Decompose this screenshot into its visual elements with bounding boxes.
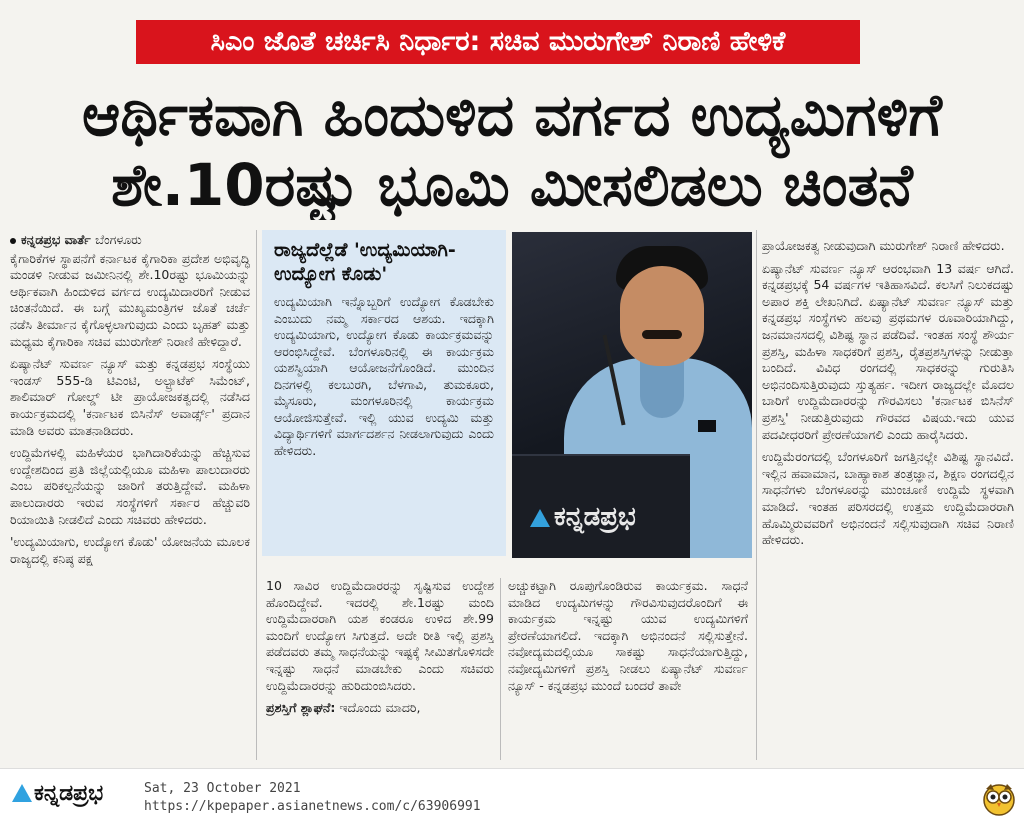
kicker-banner: ಸಿಎಂ ಜೊತೆ ಚರ್ಚಿಸಿ ನಿರ್ಧಾರ: ಸಚಿವ ಮುರುಗೇಶ್ ನಿರಾಣಿ ಹೇಳಿಕೆ: [136, 20, 860, 64]
column-divider: [756, 230, 757, 760]
photo-mustache: [642, 330, 682, 339]
column-divider: [500, 578, 501, 760]
paragraph: ಏಷ್ಯಾನೆಟ್ ಸುವರ್ಣ ನ್ಯೂಸ್ ಮತ್ತು ಕನ್ನಡಪ್ರಭ ಸಂಸ್ಥೆಯು ಇಂಡಸ್ 555-ಡಿ ಟಿಎಂಟಿ, ಅಲ್ಟ್ರಾಟೆಕ್ ಸಿಮೆಂಟ್, ಶಾಲಿಮಾರ್ ಗೋಲ್ಡ್ ಟೀ ಪ್ರಾಯೋಜಕತ್ವದಲ್ಲಿ ನಡೆಸಿದ ಕಾರ್ಯಕ್ರಮದಲ್ಲಿ 'ಕರ್ನಾಟಕ ಬಿಸಿನೆಸ್ ಅವಾರ್ಡ್ಸ್' ಪ್ರದಾನ ಮಾಡಿ ಅವರು ಮಾತನಾಡಿದರು.: [10, 356, 250, 438]
byline: [10, 232, 250, 249]
photo-face: [620, 266, 704, 366]
sidebar-box-title: ರಾಜ್ಯದೆಲ್ಲೆಡೆ 'ಉದ್ಯಮಿಯಾಗಿ-ಉದ್ಯೋಗ ಕೊಡು': [274, 239, 456, 285]
edition-date: Sat, 23 October 2021: [144, 781, 301, 796]
podium-logo-text: ಕನ್ನಡಪ್ರಭ: [554, 502, 636, 532]
paragraph: ಉದ್ದಿಮೆರಂಗದಲ್ಲಿ ಬೆಂಗಳೂರಿಗೆ ಜಗತ್ತಿನಲ್ಲೇ ವಿಶಿಷ್ಟ ಸ್ಥಾನವಿದೆ. ಇಲ್ಲಿನ ಹವಾಮಾನ, ಬಾಹ್ಯಾಕಾಶ ತಂತ್ರಜ್ಞಾನ, ಶಿಕ್ಷಣ ರಂಗದಲ್ಲಿನ ಸಾಧನೆಗಳು ಬೆಂಗಳೂರನ್ನು ಮುಂಚೂಣಿ ಉದ್ದಿಮೆ ಸ್ಥಳವಾಗಿ ಮಾಡಿದೆ. ಇಂತಹ ಪರಿಸರದಲ್ಲಿ ಉತ್ತಮ ಉದ್ದಿಮೆದಾರರಾಗಿ ಹೊಮ್ಮಿರುವವರಿಗೆ ಅಭಿನಂದನೆ ಸಲ್ಲಿಸುವುದಾಗಿ ಸಚಿವ ನಿರಾಣಿ ಹೇಳಿದರು.: [762, 449, 1014, 548]
byline-city: ಬೆಂಗಳೂರು: [95, 232, 142, 247]
podium-logo: [530, 502, 636, 533]
logo-triangle-icon: [12, 784, 32, 802]
paragraph: ಏಷ್ಯಾನೆಟ್ ಸುವರ್ಣ ನ್ಯೂಸ್ ಆರಂಭವಾಗಿ 13 ವರ್ಷ ಆಗಿದೆ. ಕನ್ನಡಪ್ರಭಕ್ಕೆ 54 ವರ್ಷಗಳ ಇತಿಹಾಸವಿದೆ. ಕಲಸಿಗೆ ನಿಲುಕದಷ್ಟು ಅಪಾರ ಶಕ್ತಿ ಲೇಖನಿಗಿದೆ. ಏಷ್ಯಾನೆಟ್ ಸುವರ್ಣ ನ್ಯೂಸ್ ಮತ್ತು ಕನ್ನಡಪ್ರಭ ಸಂಸ್ಥೆಗಳು ಹಲವು ಪ್ರಥಮಗಳ ರೂವಾರಿಯಾಗಿದ್ದು, ಜನಮಾನಸದಲ್ಲಿ ವಿಶಿಷ್ಟ ಸ್ಥಾನ ಪಡೆದಿವೆ. ಇಂತಹ ಸಂಸ್ಥೆ ಶೌರ್ಯ ಪ್ರಶಸ್ತಿ, ಮಹಿಳಾ ಸಾಧಕರಿಗೆ ಪ್ರಶಸ್ತಿ, ರೈತಪ್ರಶಸ್ತಿಗಳನ್ನು ನೀಡುತ್ತಾ ಬಂದಿದೆ. ವಿವಿಧ ರಂಗದಲ್ಲಿ ಸಾಧಕರನ್ನು ಗುರುತಿಸಿ ಅಭಿನಂದಿಸುತ್ತಿರುವುದು ಸ್ತುತ್ಯರ್ಹ. ಇದೀಗ ರಾಜ್ಯದಲ್ಲೇ ಮೊದಲ ಬಾರಿಗೆ ಉದ್ದಿಮೆದಾರರನ್ನು ಗೌರವಿಸಲು 'ಕರ್ನಾಟಕ ಬಿಸಿನೆಸ್ ಪ್ರಶಸ್ತಿ' ನೀಡುತ್ತಿರುವುದು ಗೌರವದ ವಿಷಯ.ಇದು ಯುವ ಪದವೀಧರರಿಗೆ ಪ್ರೇರಣೆಯಾಗಲಿ ಎಂದು ಹಾರೈಸಿದರು.: [762, 260, 1014, 442]
article-column-3: [508, 578, 748, 760]
bullet-icon: [10, 238, 16, 244]
sidebar-box-body: ಉದ್ಯಮಿಯಾಗಿ ಇನ್ನೊಬ್ಬರಿಗೆ ಉದ್ಯೋಗ ಕೊಡಬೇಕು ಎಂಬುದು ನಮ್ಮ ಸರ್ಕಾರದ ಆಶಯ. ಇದಕ್ಕಾಗಿ ಉದ್ಯಮಿಯಾಗು, ಉದ್ಯೋಗ ಕೊಡು ಕಾರ್ಯಕ್ರಮವನ್ನು ಆರಂಭಿಸಿದ್ದೇವೆ. ಬೆಂಗಳೂರಿನಲ್ಲಿ ಈ ಕಾರ್ಯಕ್ರಮ ಯಶಸ್ವಿಯಾಗಿ ಆಯೋಜನೆಗೊಂಡಿದೆ. ಮುಂದಿನ ದಿನಗಳಲ್ಲಿ ಕಲಬುರಗಿ, ಬೆಳಗಾವಿ, ತುಮಕೂರು, ಮೈಸೂರು, ಮಂಗಳೂರಿನಲ್ಲಿ ಕಾರ್ಯಕ್ರಮ ಆಯೋಜಿಸುತ್ತೇವೆ. ಇಲ್ಲಿ ಯುವ ಉದ್ಯಮಿ ಮತ್ತು ವಿದ್ಯಾರ್ಥಿಗಳಿಗೆ ಮಾರ್ಗದರ್ಶನ ನೀಡಲಾಗುವುದು ಎಂದು ಹೇಳಿದರು.: [274, 294, 494, 458]
edition-url[interactable]: https://kpepaper.asianetnews.com/c/63906991: [144, 799, 481, 814]
photo-pocket-square: [698, 420, 716, 432]
subhead: ಪ್ರಶಸ್ತಿಗೆ ಶ್ಲಾಘನೆ:: [266, 700, 336, 716]
column-divider: [256, 230, 257, 760]
article-column-5: [762, 238, 1014, 758]
publication-logo: [12, 781, 103, 806]
paragraph: ಉದ್ದಿಮೆಗಳಲ್ಲಿ ಮಹಿಳೆಯರ ಭಾಗಿದಾರಿಕೆಯನ್ನು ಹೆಚ್ಚಿಸುವ ಉದ್ದೇಶದಿಂದ ಪ್ರತಿ ಜಿಲ್ಲೆಯಲ್ಲಿಯೂ ಮಹಿಳಾ ಪಾಲುದಾರರು ಎಂಬ ಪರಿಕಲ್ಪನೆಯನ್ನು ಜಾರಿಗೆ ತರುತ್ತಿದ್ದೇವೆ. ಮಹಿಳಾ ಪಾಲುದಾರರು ಇರುವ ಸಂಸ್ಥೆಗಳಿಗೆ ಸರ್ಕಾರ ಹೆಚ್ಚುವರಿ ರಿಯಾಯಿತಿ ನೀಡಲಿದೆ ಎಂದು ಸಚಿವರು ಹೇಳಿದರು.: [10, 445, 250, 527]
paragraph: ಪ್ರಾಯೋಜಕತ್ವ ನೀಡುವುದಾಗಿ ಮುರುಗೇಶ್ ನಿರಾಣಿ ಹೇಳಿದರು.: [762, 238, 1005, 253]
headline-line-1: ಆರ್ಥಿಕವಾಗಿ ಹಿಂದುಳಿದ ವರ್ಗದ ಉದ್ಯಮಿಗಳಿಗೆ: [82, 81, 942, 149]
speaker-photo: [512, 232, 752, 558]
owl-icon[interactable]: [982, 780, 1016, 816]
paragraph: [266, 700, 494, 717]
paragraph: ಕೈಗಾರಿಕೆಗಳ ಸ್ಥಾಪನೆಗೆ ಕರ್ನಾಟಕ ಕೈಗಾರಿಕಾ ಪ್ರದೇಶ ಅಭಿವೃದ್ಧಿ ಮಂಡಳಿ ನೀಡುವ ಜಮೀನಿನಲ್ಲಿ ಶೇ.10ರಷ್ಟು ಭೂಮಿಯನ್ನು ಆರ್ಥಿಕವಾಗಿ ಹಿಂದುಳಿದ ವರ್ಗದ ಉದ್ಯಮಿದಾರರಿಗೆ ನೀಡುವ ಚಿಂತನೆಯಿದೆ. ಈ ಬಗ್ಗೆ ಮುಖ್ಯಮಂತ್ರಿಗಳ ಜೊತೆ ಚರ್ಚೆ ನಡೆಸಿ ತೀರ್ಮಾನ ಕೈಗೊಳ್ಳಲಾಗುವುದು ಎಂದು ಬೃಹತ್ ಮತ್ತು ಮಧ್ಯಮ ಕೈಗಾರಿಕಾ ಸಚಿವ ಮುರುಗೇಶ್ ನಿರಾಣಿ ಹೇಳಿದ್ದಾರೆ.: [10, 250, 250, 349]
epaper-footer: [0, 768, 1024, 822]
paragraph: 'ಉದ್ಯಮಿಯಾಗು, ಉದ್ಯೋಗ ಕೊಡು' ಯೋಜನೆಯ ಮೂಲಕ ರಾಜ್ಯದಲ್ಲಿ ಕನಿಷ್ಠ ಪಕ್ಷ: [10, 534, 250, 566]
article-column-1: [10, 232, 250, 762]
paragraph-text: ಇದೊಂದು ಮಾದರಿ,: [339, 700, 421, 716]
headline-line-2: ಶೇ.10ರಷ್ಟು ಭೂಮಿ ಮೀಸಲಿಡಲು ಚಿಂತನೆ: [111, 151, 913, 219]
photo-collar: [640, 358, 684, 418]
article-column-2: [266, 578, 494, 760]
publication-logo-text: ಕನ್ನಡಪ್ರಭ: [34, 781, 104, 806]
paragraph: ಅಚ್ಚುಕಟ್ಟಾಗಿ ರೂಪುಗೊಂಡಿರುವ ಕಾರ್ಯಕ್ರಮ. ಸಾಧನೆ ಮಾಡಿದ ಉದ್ಯಮಿಗಳನ್ನು ಗೌರವಿಸುವುದರೊಂದಿಗೆ ಈ ಕಾರ್ಯಕ್ರಮ ಇನ್ನಷ್ಟು ಯುವ ಉದ್ಯಮಿಗಳಿಗೆ ಪ್ರೇರಣೆಯಾಗಲಿದೆ. ಇದಕ್ಕಾಗಿ ಅಭಿನಂದನೆ ಸಲ್ಲಿಸುತ್ತೇನೆ. ನವೋದ್ಯಮದಲ್ಲಿಯೂ ಸಾಕಷ್ಟು ಸಾಧನೆಯಾಗುತ್ತಿದ್ದು, ನವೋದ್ಯಮಿಗಳಿಗೆ ಪ್ರಶಸ್ತಿ ನೀಡಲು ಏಷ್ಯಾನೆಟ್ ಸುವರ್ಣ ನ್ಯೂಸ್ - ಕನ್ನಡಪ್ರಭ ಮುಂದೆ ಬಂದರೆ ತಾವೇ: [508, 578, 748, 693]
byline-source: ಕನ್ನಡಪ್ರಭ ವಾರ್ತೆ: [21, 232, 91, 247]
paragraph: 10 ಸಾವಿರ ಉದ್ದಿಮೆದಾರರನ್ನು ಸೃಷ್ಟಿಸುವ ಉದ್ದೇಶ ಹೊಂದಿದ್ದೇವೆ. ಇದರಲ್ಲಿ ಶೇ.1ರಷ್ಟು ಮಂದಿ ಉದ್ದಿಮೆದಾರರಾಗಿ ಯಶ ಕಂಡರೂ ಉಳಿದ ಶೇ.99 ಮಂದಿಗೆ ಉದ್ಯೋಗ ಸಿಗುತ್ತದೆ. ಅದೇ ರೀತಿ ಇಲ್ಲಿ ಪ್ರಶಸ್ತಿ ಪಡೆದವರು ತಮ್ಮ ಸಾಧನೆಯನ್ನು ಇಷ್ಟಕ್ಕೆ ಸೀಮಿತಗೊಳಿಸದೇ ಇನ್ನಷ್ಟು ಸಾಧನೆ ಮಾಡಬೇಕು ಎಂದು ಸಚಿವರು ಉದ್ದಿಮೆದಾರರನ್ನು ಹುರಿದುಂಬಿಸಿದರು.: [266, 578, 494, 693]
logo-triangle-icon: [530, 509, 550, 527]
headline: [10, 80, 1014, 220]
sidebar-box: [262, 230, 506, 556]
